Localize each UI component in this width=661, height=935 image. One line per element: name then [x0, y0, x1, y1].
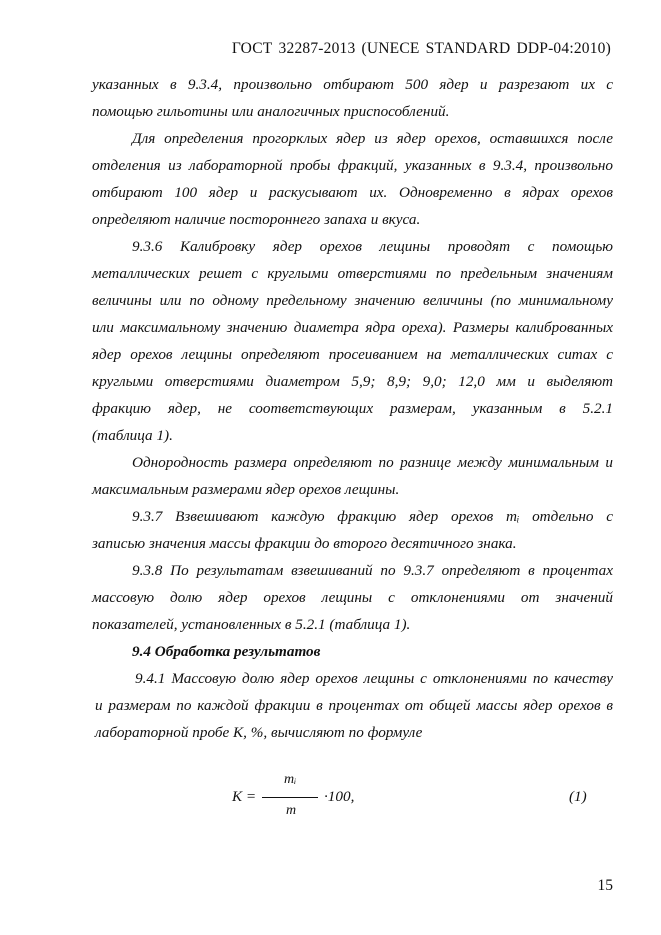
text-line: ядер орехов лещины определяют просеиванием на металлических ситах с [92, 346, 613, 363]
text-line: помощью гильотины или аналогичных приспособлений. [92, 103, 450, 120]
text-line: определяют наличие постороннего запаха и вкуса. [92, 211, 421, 228]
text-line: фракцию ядер, не соответствующих размерам, указанным в 5.2.1 [92, 400, 613, 417]
text-line: 9.4.1 Массовую долю ядер орехов лещины с отклонениями по качеству [135, 670, 613, 687]
text-line: лабораторной пробе K, %, вычисляют по формуле [95, 724, 423, 741]
text-line: указанных в 9.3.4, произвольно отбирают 500 ядер и разрезают их с [92, 76, 613, 93]
text-line: или максимальному значению диаметра ядра ореха). Размеры калиброванных [92, 319, 613, 336]
text-line: показателей, установленных в 5.2.1 (таблица 1). [92, 616, 411, 633]
text-line: Однородность размера определяют по разнице между минимальным и [132, 454, 613, 471]
fraction-bar [262, 797, 318, 798]
formula-numerator: mᵢ [284, 772, 297, 787]
formula-denominator: m [286, 803, 297, 818]
text-line: массовую долю ядер орехов лещины с отклонениями от значений [92, 589, 613, 606]
text-line: и размерам по каждой фракции в процентах от общей массы ядер орехов в [95, 697, 613, 714]
text-line: отделения из лабораторной пробы фракций, указанных в 9.3.4, произвольно [92, 157, 613, 174]
text-line: (таблица 1). [92, 427, 173, 444]
text-line: металлических решет с круглыми отверстиями по предельным значениям [92, 265, 613, 282]
formula-number: (1) [569, 788, 587, 805]
formula-lhs: K = [232, 788, 257, 805]
text-line: 9.3.7 Взвешивают каждую фракцию ядер орехов mᵢ отдельно с [132, 508, 613, 525]
document-header: ГОСТ 32287-2013 (UNECE STANDARD DDP-04:2010) [231, 40, 611, 57]
text-line: отбирают 100 ядер и раскусывают их. Одновременно в ядрах орехов [92, 184, 613, 201]
section-heading: 9.4 Обработка результатов [132, 643, 321, 660]
text-line: круглыми отверстиями диаметром 5,9; 8,9; 9,0; 12,0 мм и выделяют [92, 373, 613, 390]
text-line: 9.3.6 Калибровку ядер орехов лещины проводят с помощью [132, 238, 613, 255]
text-line: максимальным размерами ядер орехов лещины. [92, 481, 400, 498]
text-line: 9.3.8 По результатам взвешиваний по 9.3.7 определяют в процентах [132, 562, 613, 579]
text-line: Для определения прогорклых ядер из ядер орехов, оставшихся после [132, 130, 613, 147]
text-line: величины или по одному предельному значению величины (по минимальному [92, 292, 613, 309]
text-line: записью значения массы фракции до второго десятичного знака. [92, 535, 517, 552]
page-number: 15 [597, 877, 613, 894]
formula-tail: ·100, [324, 788, 355, 805]
